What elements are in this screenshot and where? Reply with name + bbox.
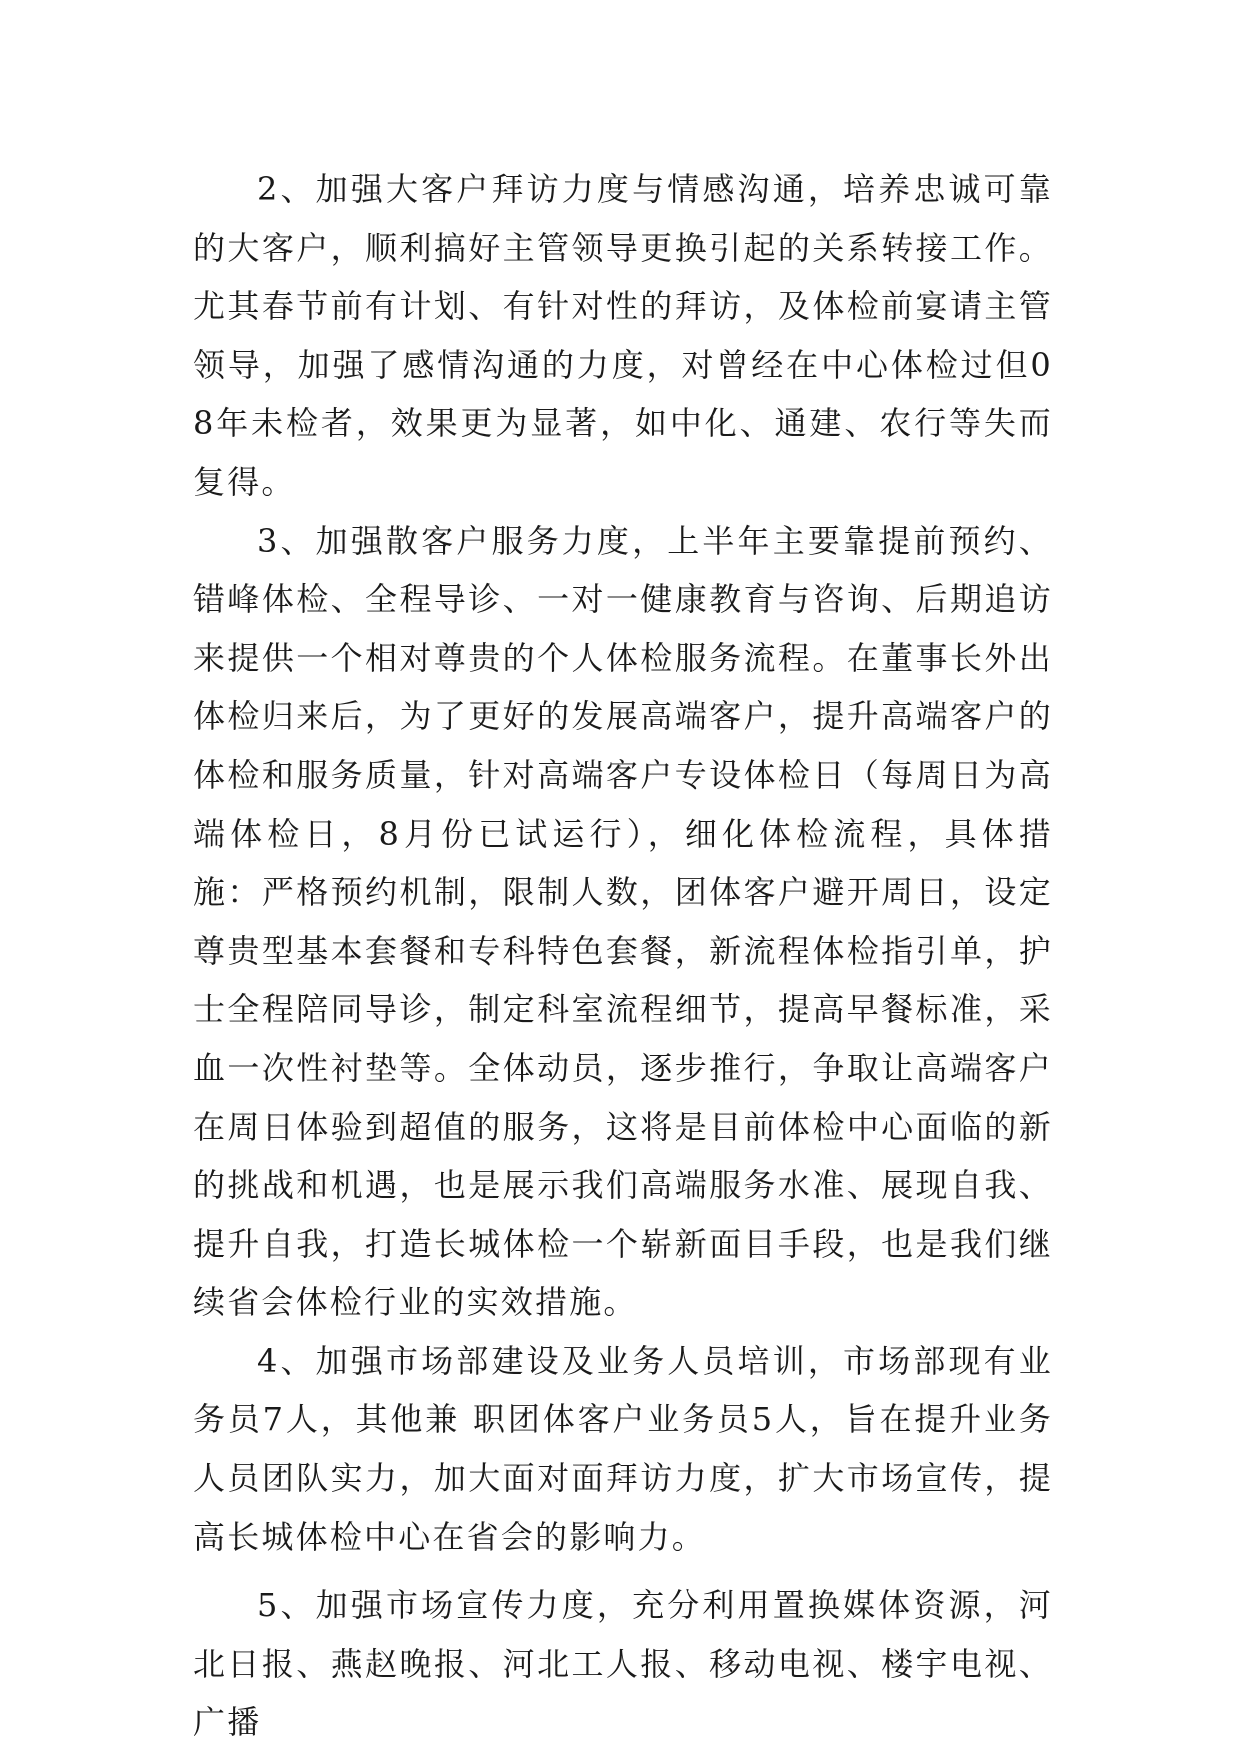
paragraph-5: 5、加强市场宣传力度，充分利用置换媒体资源，河北日报、燕赵晚报、河北工人报、移动电视、楼宇电视、广播 (193, 1586, 1053, 1742)
paragraph-3: 3、加强散客户服务力度，上半年主要靠提前预约、错峰体检、全程导诊、一对一健康教育与咨询、后期追访来提供一个相对尊贵的个人体检服务流程。在董事长外出体检归来后，为了更好的发展高端客户，提升高端客户的体检和服务质量，针对高端客户专设体检日（每周日为高端体检日，8月份已试运行），细化体检流程，具体措施：严格预约机制，限制人数，团体客户避开周日，设定尊贵型基本套餐和专科特色套餐，新流程体检指引单，护士全程陪同导诊，制定科室流程细节，提高早餐标准，采血一次性衬垫等。全体动员，逐步推行，争取让高端客户在周日体验到超值的服务，这将是目前体检中心面临的新的挑战和机遇，也是展示我们高端服务水准、展现自我、提升自我，打造长城体检一个崭新面目手段，也是我们继续省会体检行业的实效措施。 (193, 521, 1053, 1322)
paragraph-2: 2、加强大客户拜访力度与情感沟通，培养忠诚可靠的大客户，顺利搞好主管领导更换引起的关系转接工作。尤其春节前有计划、有针对性的拜访，及体检前宴请主管领导，加强了感情沟通的力度，对曾经在中心体检过但08年未检者，效果更为显著，如中化、通建、农行等失而复得。 (193, 170, 1053, 501)
document-body (193, 160, 1053, 1752)
paragraph-4: 4、加强市场部建设及业务人员培训，市场部现有业务员7人，其他兼 职团体客户业务员5人，旨在提升业务人员团队实力，加大面对面拜访力度，扩大市场宣传，提高长城体检中心在省会的影响力。 (193, 1341, 1053, 1556)
